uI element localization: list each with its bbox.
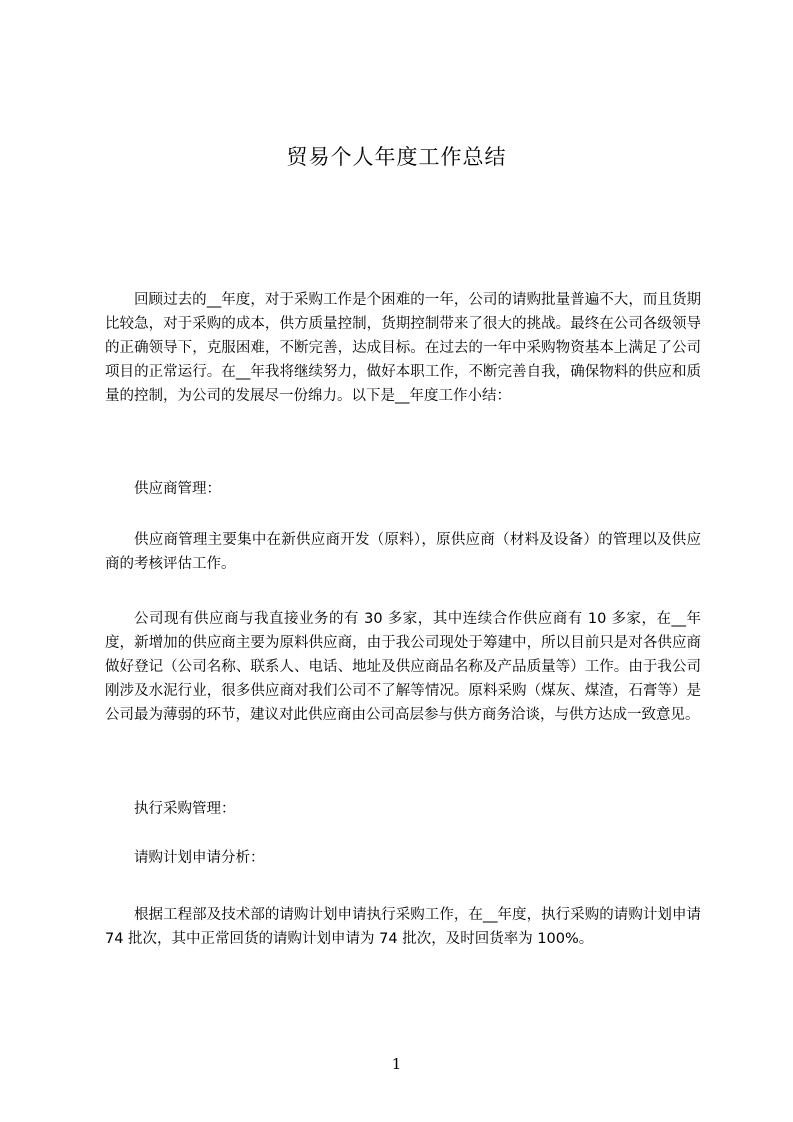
procurement-management-heading: [105, 797, 701, 821]
supplier-management-heading: [105, 477, 701, 501]
supplier-status-paragraph: [105, 607, 701, 727]
supplier-management-heading-text: 供应商管理：: [134, 481, 221, 497]
supplier-scope-paragraph: [105, 528, 701, 576]
document-title: 贸易个人年度工作总结: [286, 145, 507, 169]
page-number: 1: [391, 1055, 402, 1073]
intro-paragraph: [105, 288, 701, 408]
supplier-status-paragraph-text: 公司现有供应商与我直接业务的有 30 多家，其中连续合作供应商有 10 多家，在__年度，新增加的供应商主要为原料供应商，由于我公司现处于筹建中，所以目前只是对各供应商做好登记（公司名称、联系人、电话、地址及供应商品名称及产品质量等）工作。由于我公司刚涉及水泥行业，很多供应商对我们公司不了解等情况。原料采购（煤灰、煤渣，石膏等）是公司最为薄弱的环节，建议对此供应商由公司高层参与供方商务洽谈，与供方达成一致意见。: [105, 611, 701, 723]
requisition-analysis-heading: [105, 846, 701, 870]
procurement-management-heading-text: 执行采购管理：: [134, 801, 236, 817]
requisition-detail-paragraph: [105, 903, 701, 951]
requisition-detail-paragraph-text: 根据工程部及技术部的请购计划申请执行采购工作，在__年度，执行采购的请购计划申请 74 批次，其中正常回货的请购计划申请为 74 批次，及时回货率为 100%。: [105, 907, 701, 947]
intro-paragraph-text: 回顾过去的__年度，对于采购工作是个困难的一年，公司的请购批量普遍不大，而且货期比较急，对于采购的成本，供方质量控制，货期控制带来了很大的挑战。最终在公司各级领导的正确领导下，克服困难，不断完善，达成目标。在过去的一年中采购物资基本上满足了公司项目的正常运行。在__年我将继续努力，做好本职工作，不断完善自我，确保物料的供应和质量的控制，为公司的发展尽一份绵力。以下是__年度工作小结：: [105, 292, 701, 404]
requisition-analysis-heading-text: 请购计划申请分析：: [134, 850, 265, 866]
supplier-scope-paragraph-text: 供应商管理主要集中在新供应商开发（原料），原供应商（材料及设备）的管理以及供应商的考核评估工作。: [105, 532, 701, 572]
